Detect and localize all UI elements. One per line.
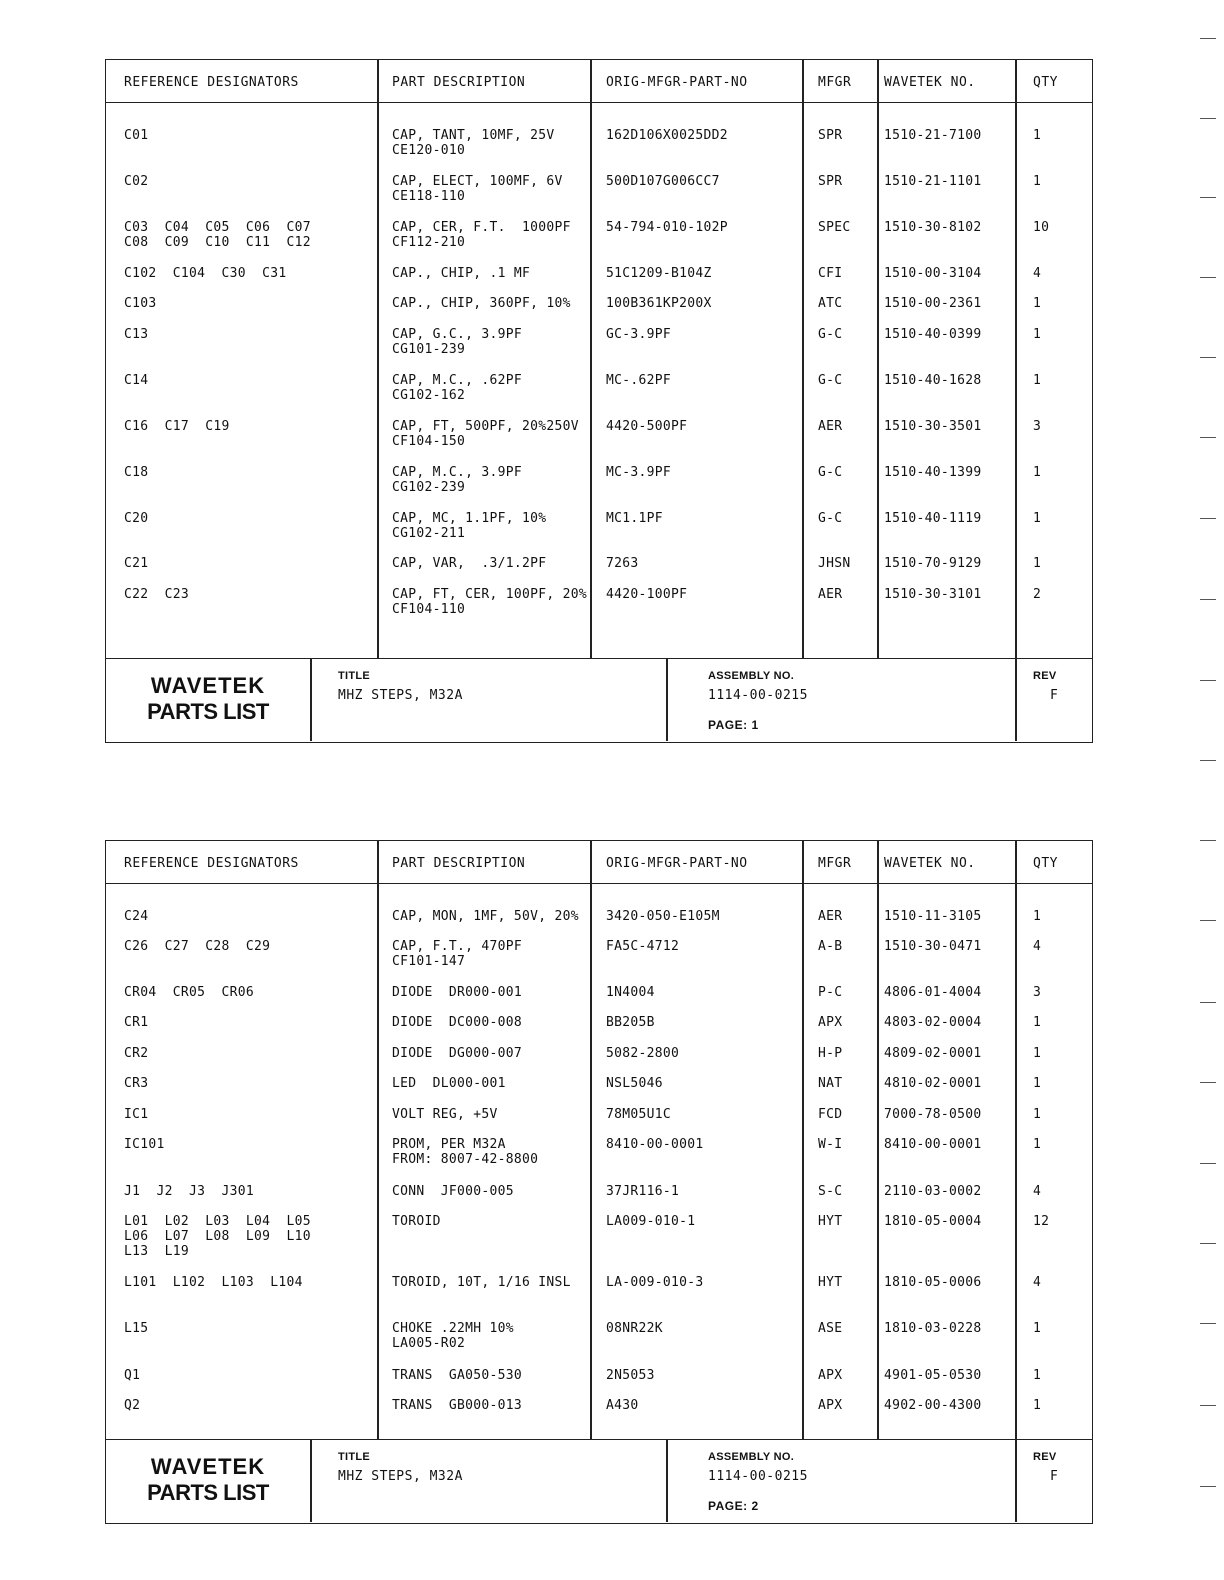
cell-qty: 1 <box>1033 1368 1042 1383</box>
margin-tick <box>1200 680 1216 681</box>
cell-orig-mfgr-part-no: MC-3.9PF <box>606 465 672 480</box>
cell-mfgr: ASE <box>818 1321 843 1336</box>
column-header-mfgr: MFGR <box>818 75 852 90</box>
column-divider <box>590 60 592 658</box>
cell-orig-mfgr-part-no: 54-794-010-102P <box>606 220 728 235</box>
column-divider <box>1015 60 1017 658</box>
cell-part-description: LED DL000-001 <box>392 1076 506 1091</box>
cell-mfgr: G-C <box>818 511 843 526</box>
cell-ref-designators: IC1 <box>124 1107 149 1122</box>
cell-mfgr: W-I <box>818 1137 843 1152</box>
rev-label: REV <box>1033 1451 1057 1463</box>
cell-wavetek-no: 1510-00-2361 <box>884 296 982 311</box>
cell-wavetek-no: 1510-11-3105 <box>884 909 982 924</box>
cell-ref-designators: Q1 <box>124 1368 141 1383</box>
cell-mfgr: APX <box>818 1015 843 1030</box>
margin-tick <box>1200 197 1216 198</box>
cell-mfgr: HYT <box>818 1214 843 1229</box>
margin-tick <box>1200 357 1216 358</box>
rev-value: F <box>1050 688 1059 703</box>
cell-part-description: CAP, MON, 1MF, 50V, 20% <box>392 909 579 924</box>
title-block-divider <box>1015 659 1017 741</box>
sheet-body <box>106 60 1092 658</box>
cell-qty: 4 <box>1033 939 1042 954</box>
cell-part-description: CAP., CHIP, 360PF, 10% <box>392 296 571 311</box>
cell-orig-mfgr-part-no: NSL5046 <box>606 1076 663 1091</box>
cell-mfgr: HYT <box>818 1275 843 1290</box>
cell-orig-mfgr-part-no: 5082-2800 <box>606 1046 680 1061</box>
cell-orig-mfgr-part-no: MC-.62PF <box>606 373 672 388</box>
cell-mfgr: JHSN <box>818 556 851 571</box>
cell-qty: 1 <box>1033 465 1042 480</box>
cell-qty: 3 <box>1033 985 1042 1000</box>
margin-tick <box>1200 118 1216 119</box>
cell-wavetek-no: 4806-01-4004 <box>884 985 982 1000</box>
cell-qty: 1 <box>1033 174 1042 189</box>
cell-part-description: DIODE DR000-001 <box>392 985 523 1000</box>
cell-orig-mfgr-part-no: 500D107G006CC7 <box>606 174 720 189</box>
cell-wavetek-no: 1510-40-1119 <box>884 511 982 526</box>
column-divider <box>877 60 879 658</box>
cell-mfgr: H-P <box>818 1046 843 1061</box>
cell-ref-designators: CR04 CR05 CR06 <box>124 985 255 1000</box>
cell-mfgr: NAT <box>818 1076 843 1091</box>
cell-orig-mfgr-part-no: 3420-050-E105M <box>606 909 720 924</box>
cell-qty: 1 <box>1033 1015 1042 1030</box>
cell-mfgr: P-C <box>818 985 843 1000</box>
title-block-divider <box>666 1440 668 1522</box>
assembly-label: ASSEMBLY NO. <box>708 1451 795 1463</box>
margin-tick <box>1200 1486 1216 1487</box>
margin-tick <box>1200 920 1216 921</box>
title-block-divider <box>666 659 668 741</box>
cell-qty: 1 <box>1033 1321 1042 1336</box>
cell-part-description: DIODE DC000-008 <box>392 1015 523 1030</box>
cell-wavetek-no: 4809-02-0001 <box>884 1046 982 1061</box>
cell-wavetek-no: 1510-30-8102 <box>884 220 982 235</box>
cell-ref-designators: C14 <box>124 373 149 388</box>
assembly-label: ASSEMBLY NO. <box>708 670 795 682</box>
cell-wavetek-no: 1510-40-1399 <box>884 465 982 480</box>
cell-mfgr: S-C <box>818 1184 843 1199</box>
cell-ref-designators: C103 <box>124 296 157 311</box>
margin-tick <box>1200 1002 1216 1003</box>
cell-ref-designators: C02 <box>124 174 149 189</box>
cell-qty: 1 <box>1033 1107 1042 1122</box>
cell-orig-mfgr-part-no: LA-009-010-3 <box>606 1275 704 1290</box>
column-header-ref-designators: REFERENCE DESIGNATORS <box>124 856 299 871</box>
table-header <box>106 841 1092 884</box>
cell-part-description: CAP, VAR, .3/1.2PF <box>392 556 547 571</box>
cell-part-description: CAP, FT, CER, 100PF, 20% CF104-110 <box>392 587 588 617</box>
wavetek-logo <box>106 659 310 741</box>
column-header-wavetek-no: WAVETEK NO. <box>884 856 976 871</box>
cell-wavetek-no: 4803-02-0004 <box>884 1015 982 1030</box>
cell-ref-designators: C102 C104 C30 C31 <box>124 266 287 281</box>
cell-orig-mfgr-part-no: 100B361KP200X <box>606 296 712 311</box>
cell-part-description: TOROID <box>392 1214 441 1229</box>
cell-mfgr: CFI <box>818 266 843 281</box>
cell-part-description: PROM, PER M32A FROM: 8007-42-8800 <box>392 1137 539 1167</box>
rev-value: F <box>1050 1469 1059 1484</box>
margin-tick-marks <box>1194 0 1224 1580</box>
cell-wavetek-no: 1810-05-0004 <box>884 1214 982 1229</box>
cell-orig-mfgr-part-no: LA009-010-1 <box>606 1214 696 1229</box>
cell-wavetek-no: 2110-03-0002 <box>884 1184 982 1199</box>
cell-part-description: CAP, FT, 500PF, 20%250V CF104-150 <box>392 419 579 449</box>
column-divider <box>877 841 879 1439</box>
cell-wavetek-no: 7000-78-0500 <box>884 1107 982 1122</box>
cell-mfgr: AER <box>818 587 843 602</box>
cell-ref-designators: C21 <box>124 556 149 571</box>
column-header-mfgr: MFGR <box>818 856 852 871</box>
cell-ref-designators: C22 C23 <box>124 587 190 602</box>
column-divider <box>802 841 804 1439</box>
cell-part-description: CAP, MC, 1.1PF, 10% CG102-211 <box>392 511 547 541</box>
column-header-orig-mfgr-part-no: ORIG-MFGR-PART-NO <box>606 75 748 90</box>
cell-orig-mfgr-part-no: 2N5053 <box>606 1368 655 1383</box>
cell-mfgr: ATC <box>818 296 843 311</box>
title-label: TITLE <box>338 670 371 682</box>
cell-ref-designators: C26 C27 C28 C29 <box>124 939 271 954</box>
cell-qty: 2 <box>1033 587 1042 602</box>
cell-orig-mfgr-part-no: FA5C-4712 <box>606 939 680 954</box>
cell-ref-designators: CR1 <box>124 1015 149 1030</box>
cell-ref-designators: IC101 <box>124 1137 165 1152</box>
cell-mfgr: G-C <box>818 327 843 342</box>
cell-qty: 4 <box>1033 1275 1042 1290</box>
cell-part-description: DIODE DG000-007 <box>392 1046 523 1061</box>
cell-wavetek-no: 1510-40-1628 <box>884 373 982 388</box>
page-number: PAGE: 1 <box>708 718 759 732</box>
cell-qty: 4 <box>1033 1184 1042 1199</box>
logo-subtitle: PARTS LIST <box>147 699 269 724</box>
cell-part-description: TRANS GA050-530 <box>392 1368 523 1383</box>
cell-qty: 1 <box>1033 296 1042 311</box>
cell-part-description: VOLT REG, +5V <box>392 1107 498 1122</box>
cell-ref-designators: C20 <box>124 511 149 526</box>
cell-qty: 1 <box>1033 327 1042 342</box>
column-divider <box>377 841 379 1439</box>
title-block <box>106 1439 1092 1522</box>
cell-wavetek-no: 1510-30-0471 <box>884 939 982 954</box>
cell-ref-designators: C13 <box>124 327 149 342</box>
cell-mfgr: AER <box>818 419 843 434</box>
cell-mfgr: APX <box>818 1368 843 1383</box>
cell-wavetek-no: 1810-05-0006 <box>884 1275 982 1290</box>
column-header-qty: QTY <box>1033 75 1058 90</box>
assembly-number: 1114-00-0215 <box>708 1469 808 1484</box>
margin-tick <box>1200 599 1216 600</box>
cell-wavetek-no: 1510-70-9129 <box>884 556 982 571</box>
parts-list-sheet-2 <box>105 840 1093 1524</box>
column-divider <box>377 60 379 658</box>
cell-part-description: CAP, ELECT, 100MF, 6V CE118-110 <box>392 174 563 204</box>
cell-ref-designators: C03 C04 C05 C06 C07 C08 C09 C10 C11 C12 <box>124 220 311 250</box>
cell-part-description: CAP., CHIP, .1 MF <box>392 266 531 281</box>
rev-label: REV <box>1033 670 1057 682</box>
column-header-orig-mfgr-part-no: ORIG-MFGR-PART-NO <box>606 856 748 871</box>
title-label: TITLE <box>338 1451 371 1463</box>
cell-wavetek-no: 1510-00-3104 <box>884 266 982 281</box>
cell-qty: 1 <box>1033 128 1042 143</box>
cell-part-description: CHOKE .22MH 10% LA005-R02 <box>392 1321 514 1351</box>
column-header-part-description: PART DESCRIPTION <box>392 856 526 871</box>
column-divider <box>1015 841 1017 1439</box>
cell-part-description: TRANS GB000-013 <box>392 1398 523 1413</box>
margin-tick <box>1200 38 1216 39</box>
cell-part-description: CONN JF000-005 <box>392 1184 514 1199</box>
parts-list-sheet-1 <box>105 59 1093 743</box>
margin-tick <box>1200 840 1216 841</box>
cell-qty: 1 <box>1033 1046 1042 1061</box>
cell-wavetek-no: 1810-03-0228 <box>884 1321 982 1336</box>
cell-qty: 4 <box>1033 266 1042 281</box>
cell-mfgr: SPR <box>818 128 843 143</box>
title-block <box>106 658 1092 741</box>
cell-orig-mfgr-part-no: 78M05U1C <box>606 1107 672 1122</box>
margin-tick <box>1200 760 1216 761</box>
cell-wavetek-no: 8410-00-0001 <box>884 1137 982 1152</box>
cell-orig-mfgr-part-no: 8410-00-0001 <box>606 1137 704 1152</box>
cell-orig-mfgr-part-no: BB205B <box>606 1015 655 1030</box>
title-block-divider <box>310 659 312 741</box>
cell-qty: 1 <box>1033 511 1042 526</box>
cell-wavetek-no: 1510-30-3101 <box>884 587 982 602</box>
cell-orig-mfgr-part-no: MC1.1PF <box>606 511 663 526</box>
cell-ref-designators: L01 L02 L03 L04 L05 L06 L07 L08 L09 L10 L13 L19 <box>124 1214 311 1259</box>
column-divider <box>590 841 592 1439</box>
cell-part-description: CAP, CER, F.T. 1000PF CF112-210 <box>392 220 571 250</box>
cell-qty: 1 <box>1033 556 1042 571</box>
page-number: PAGE: 2 <box>708 1499 759 1513</box>
logo-brand: WAVETEK <box>150 673 266 698</box>
logo-subtitle: PARTS LIST <box>147 1480 269 1505</box>
cell-qty: 1 <box>1033 1398 1042 1413</box>
cell-part-description: CAP, F.T., 470PF CF101-147 <box>392 939 523 969</box>
cell-qty: 1 <box>1033 1076 1042 1091</box>
margin-tick <box>1200 1163 1216 1164</box>
cell-ref-designators: C24 <box>124 909 149 924</box>
cell-orig-mfgr-part-no: 162D106X0025DD2 <box>606 128 728 143</box>
title-block-divider <box>1015 1440 1017 1522</box>
cell-ref-designators: C18 <box>124 465 149 480</box>
cell-mfgr: AER <box>818 909 843 924</box>
cell-part-description: CAP, TANT, 10MF, 25V CE120-010 <box>392 128 555 158</box>
margin-tick <box>1200 1082 1216 1083</box>
cell-wavetek-no: 1510-30-3501 <box>884 419 982 434</box>
column-header-ref-designators: REFERENCE DESIGNATORS <box>124 75 299 90</box>
cell-wavetek-no: 4902-00-4300 <box>884 1398 982 1413</box>
cell-qty: 1 <box>1033 1137 1042 1152</box>
cell-ref-designators: C01 <box>124 128 149 143</box>
cell-mfgr: APX <box>818 1398 843 1413</box>
cell-qty: 1 <box>1033 373 1042 388</box>
cell-orig-mfgr-part-no: 4420-500PF <box>606 419 688 434</box>
cell-wavetek-no: 1510-21-7100 <box>884 128 982 143</box>
sheet-body <box>106 841 1092 1439</box>
title-block-divider <box>310 1440 312 1522</box>
column-divider <box>802 60 804 658</box>
cell-qty: 10 <box>1033 220 1050 235</box>
cell-orig-mfgr-part-no: A430 <box>606 1398 639 1413</box>
cell-orig-mfgr-part-no: 4420-100PF <box>606 587 688 602</box>
cell-ref-designators: Q2 <box>124 1398 141 1413</box>
column-header-wavetek-no: WAVETEK NO. <box>884 75 976 90</box>
cell-part-description: CAP, G.C., 3.9PF CG101-239 <box>392 327 523 357</box>
cell-qty: 12 <box>1033 1214 1050 1229</box>
cell-mfgr: SPEC <box>818 220 851 235</box>
margin-tick <box>1200 1323 1216 1324</box>
cell-part-description: TOROID, 10T, 1/16 INSL <box>392 1275 571 1290</box>
cell-ref-designators: L15 <box>124 1321 149 1336</box>
cell-qty: 1 <box>1033 909 1042 924</box>
logo-brand: WAVETEK <box>150 1454 266 1479</box>
title-value: MHZ STEPS, M32A <box>338 688 463 703</box>
cell-orig-mfgr-part-no: 08NR22K <box>606 1321 663 1336</box>
cell-orig-mfgr-part-no: 1N4004 <box>606 985 655 1000</box>
cell-wavetek-no: 1510-21-1101 <box>884 174 982 189</box>
margin-tick <box>1200 1243 1216 1244</box>
cell-wavetek-no: 4901-05-0530 <box>884 1368 982 1383</box>
cell-orig-mfgr-part-no: 7263 <box>606 556 639 571</box>
table-header <box>106 60 1092 103</box>
cell-ref-designators: CR2 <box>124 1046 149 1061</box>
margin-tick <box>1200 277 1216 278</box>
cell-mfgr: SPR <box>818 174 843 189</box>
column-header-qty: QTY <box>1033 856 1058 871</box>
cell-part-description: CAP, M.C., .62PF CG102-162 <box>392 373 523 403</box>
cell-ref-designators: J1 J2 J3 J301 <box>124 1184 255 1199</box>
cell-mfgr: G-C <box>818 373 843 388</box>
assembly-number: 1114-00-0215 <box>708 688 808 703</box>
cell-qty: 3 <box>1033 419 1042 434</box>
cell-orig-mfgr-part-no: 37JR116-1 <box>606 1184 680 1199</box>
cell-wavetek-no: 4810-02-0001 <box>884 1076 982 1091</box>
cell-part-description: CAP, M.C., 3.9PF CG102-239 <box>392 465 523 495</box>
cell-ref-designators: C16 C17 C19 <box>124 419 230 434</box>
cell-mfgr: FCD <box>818 1107 843 1122</box>
cell-wavetek-no: 1510-40-0399 <box>884 327 982 342</box>
cell-orig-mfgr-part-no: GC-3.9PF <box>606 327 672 342</box>
cell-ref-designators: L101 L102 L103 L104 <box>124 1275 303 1290</box>
margin-tick <box>1200 518 1216 519</box>
cell-mfgr: A-B <box>818 939 843 954</box>
cell-orig-mfgr-part-no: 51C1209-B104Z <box>606 266 712 281</box>
cell-ref-designators: CR3 <box>124 1076 149 1091</box>
title-value: MHZ STEPS, M32A <box>338 1469 463 1484</box>
margin-tick <box>1200 1405 1216 1406</box>
wavetek-logo <box>106 1440 310 1522</box>
cell-mfgr: G-C <box>818 465 843 480</box>
column-header-part-description: PART DESCRIPTION <box>392 75 526 90</box>
margin-tick <box>1200 437 1216 438</box>
